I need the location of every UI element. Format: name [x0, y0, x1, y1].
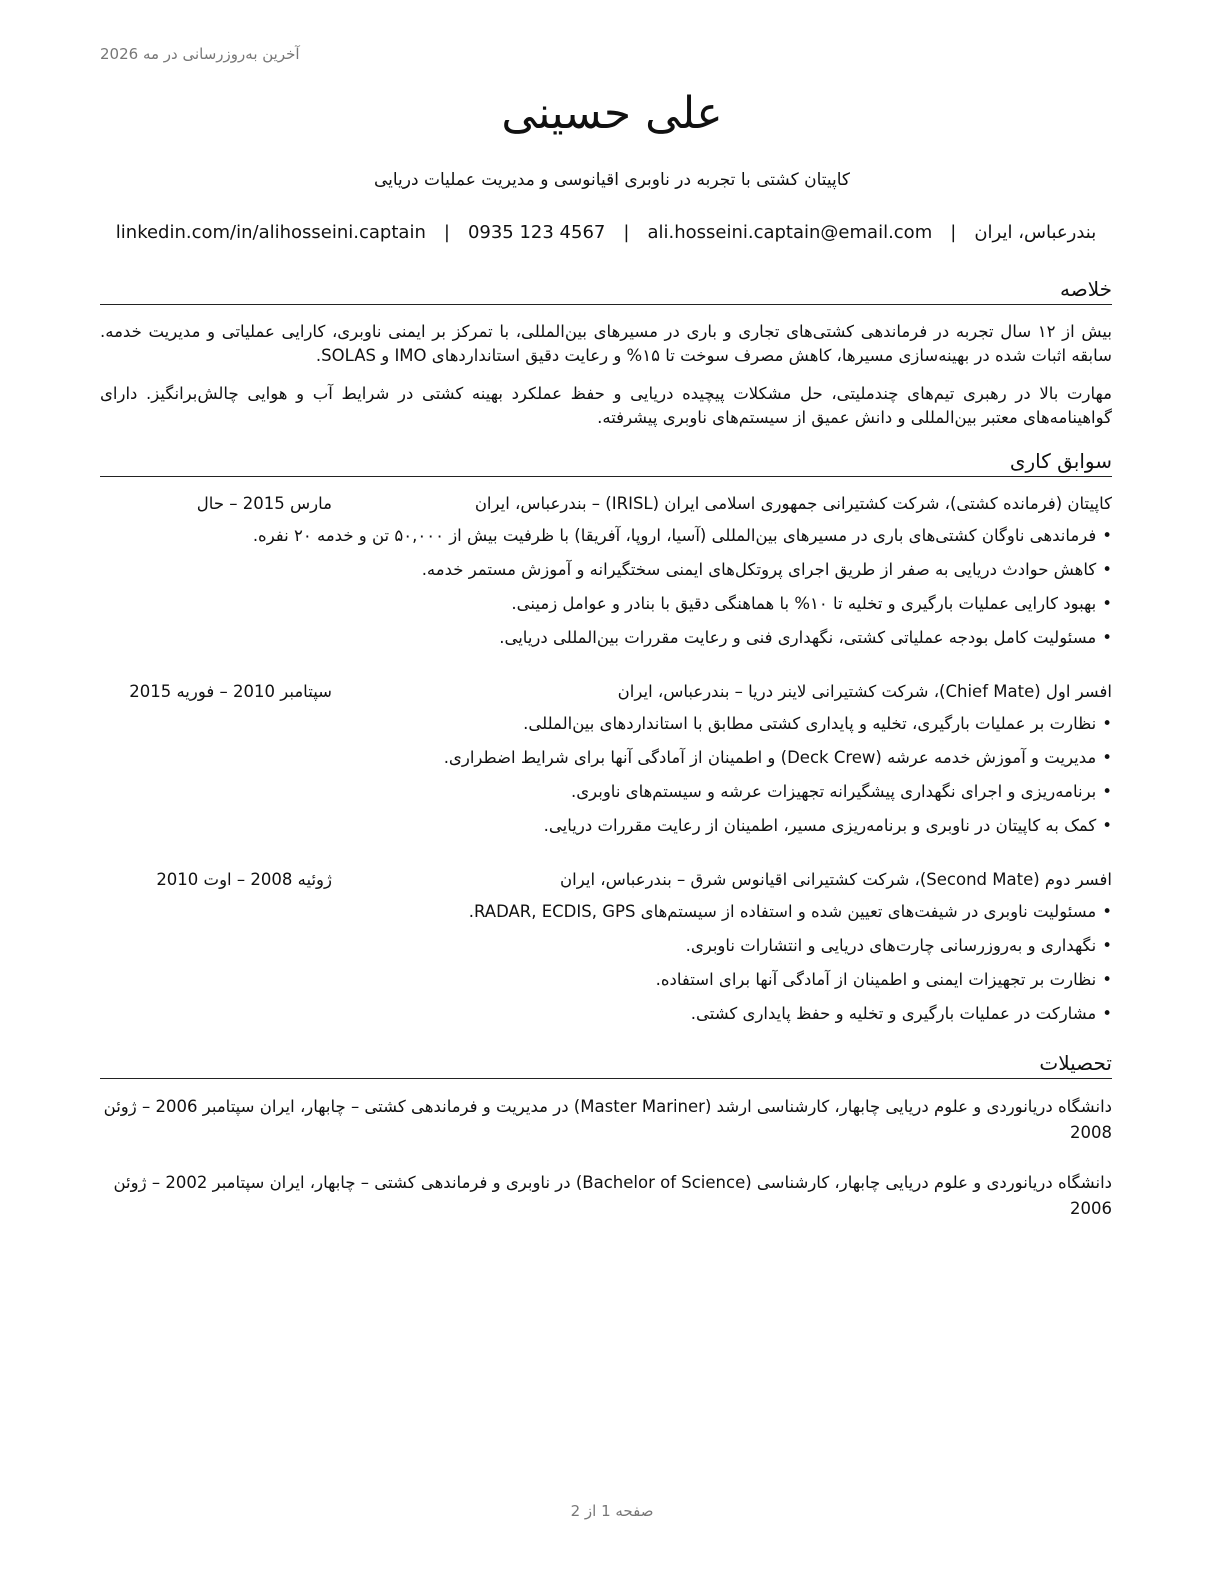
- bullet-icon: •: [1102, 594, 1112, 613]
- contact-separator: |: [950, 222, 957, 243]
- contact-linkedin[interactable]: linkedin.com/in/alihosseini.captain: [115, 222, 426, 243]
- job-bullet: •نظارت بر تجهیزات ایمنی و اطمینان از آمادگی آنها برای استفاده.: [100, 963, 1112, 997]
- job-dates: سپتامبر 2010 – فوریه 2015: [129, 682, 332, 701]
- summary-paragraph: مهارت بالا در رهبری تیم‌های چندملیتی، حل مشکلات پیچیده دریایی و حفظ عملکرد بهینه کشتی در شرایط آب و هوایی چالش‌برانگیز. دارای گواهینامه‌های معتبر بین‌المللی و دانش عمیق از سیستم‌های ناوبری پیشرفته.: [100, 384, 1112, 427]
- summary-section-title: خلاصه: [100, 276, 1112, 305]
- job-header: [100, 870, 1112, 894]
- contact-email[interactable]: ali.hosseini.captain@email.com: [647, 222, 933, 243]
- job-bullet: •مشارکت در عملیات بارگیری و تخلیه و حفظ پایداری کشتی.: [100, 997, 1112, 1031]
- job-bullet: •نگهداری و به‌روزرسانی چارت‌های دریایی و انتشارات ناوبری.: [100, 929, 1112, 963]
- job-bullet-list: [100, 895, 1112, 1031]
- job-header: [100, 682, 1112, 706]
- job-title: افسر اول (Chief Mate)، شرکت کشتیرانی لاینر دریا – بندرعباس، ایران: [617, 682, 1112, 701]
- summary-paragraph: بیش از ۱۲ سال تجربه در فرماندهی کشتی‌های تجاری و باری در مسیرهای بین‌المللی، با تمرکز بر ایمنی ناوبری، کارایی عملیاتی و مدیریت خدمه. سابقه اثبات شده در بهینه‌سازی مسیرها، کاهش مصرف سوخت تا ۱۵% و رعایت دقیق استانداردهای IMO و SOLAS.: [100, 322, 1112, 365]
- job-bullet: •مدیریت و آموزش خدمه عرشه (Deck Crew) و اطمینان از آمادگی آنها برای شرایط اضطراری.: [100, 741, 1112, 775]
- job-bullet: •بهبود کارایی عملیات بارگیری و تخلیه تا ۱۰% با هماهنگی دقیق با بنادر و عوامل زمینی.: [100, 587, 1112, 621]
- education-section-title: تحصیلات: [100, 1050, 1112, 1079]
- bullet-icon: •: [1102, 628, 1112, 647]
- job-bullet: •مسئولیت کامل بودجه عملیاتی کشتی، نگهداری فنی و رعایت مقررات بین‌المللی دریایی.: [100, 621, 1112, 655]
- job-bullet: •کمک به کاپیتان در ناوبری و برنامه‌ریزی مسیر، اطمینان از رعایت مقررات دریایی.: [100, 809, 1112, 843]
- job-bullet: •برنامه‌ریزی و اجرای نگهداری پیشگیرانه تجهیزات عرشه و سیستم‌های ناوبری.: [100, 775, 1112, 809]
- education-entry: دانشگاه دریانوردی و علوم دریایی چابهار، کارشناسی (Bachelor of Science) در ناوبری و فرماندهی کشتی – چابهار، ایران سپتامبر 2002 – ژوئن 2006: [113, 1173, 1112, 1218]
- bullet-icon: •: [1102, 970, 1112, 989]
- job-bullet: •نظارت بر عملیات بارگیری، تخلیه و پایداری کشتی مطابق با استانداردهای بین‌المللی.: [100, 707, 1112, 741]
- job-header: [100, 494, 1112, 518]
- job-bullet: •مسئولیت ناوبری در شیفت‌های تعیین شده و استفاده از سیستم‌های RADAR, ECDIS, GPS.: [100, 895, 1112, 929]
- bullet-icon: •: [1102, 748, 1112, 767]
- contact-separator: |: [623, 222, 630, 243]
- bullet-icon: •: [1102, 1004, 1112, 1023]
- candidate-name: علی حسینی: [501, 88, 723, 139]
- job-bullet: •کاهش حوادث دریایی به صفر از طریق اجرای پروتکل‌های ایمنی سختگیرانه و آموزش مستمر خدمه.: [100, 553, 1112, 587]
- bullet-icon: •: [1102, 526, 1112, 545]
- job-title: افسر دوم (Second Mate)، شرکت کشتیرانی اقیانوس شرق – بندرعباس، ایران: [560, 870, 1112, 889]
- bullet-icon: •: [1102, 936, 1112, 955]
- bullet-icon: •: [1102, 782, 1112, 801]
- contact-line: [100, 222, 1112, 243]
- bullet-icon: •: [1102, 714, 1112, 733]
- contact-separator: |: [443, 222, 450, 243]
- job-dates: ژوئیه 2008 – اوت 2010: [156, 870, 332, 889]
- job-bullet-list: [100, 519, 1112, 655]
- job-title: کاپیتان (فرمانده کشتی)، شرکت کشتیرانی جمهوری اسلامی ایران (IRISL) – بندرعباس، ایران: [474, 494, 1112, 513]
- contact-phone[interactable]: 0935 123 4567: [467, 222, 606, 243]
- experience-section-title: سوابق کاری: [100, 448, 1112, 477]
- last-updated-note: آخرین به‌روزرسانی در مه 2026: [100, 45, 300, 63]
- job-bullet-list: [100, 707, 1112, 843]
- job-bullet: •فرماندهی ناوگان کشتی‌های باری در مسیرهای بین‌المللی (آسیا، اروپا، آفریقا) با ظرفیت بیش از ۵۰,۰۰۰ تن و خدمه ۲۰ نفره.: [100, 519, 1112, 553]
- contact-location: بندرعباس، ایران: [974, 222, 1097, 243]
- candidate-headline: کاپیتان کشتی با تجربه در ناوبری اقیانوسی و مدیریت عملیات دریایی: [373, 170, 851, 190]
- bullet-icon: •: [1102, 560, 1112, 579]
- bullet-icon: •: [1102, 816, 1112, 835]
- page-number: صفحه 1 از 2: [570, 1502, 654, 1520]
- bullet-icon: •: [1102, 902, 1112, 921]
- education-entry: دانشگاه دریانوردی و علوم دریایی چابهار، کارشناسی ارشد (Master Mariner) در مدیریت و فرماندهی کشتی – چابهار، ایران سپتامبر 2006 – ژوئن 2008: [103, 1097, 1112, 1142]
- job-dates: مارس 2015 – حال: [196, 494, 332, 513]
